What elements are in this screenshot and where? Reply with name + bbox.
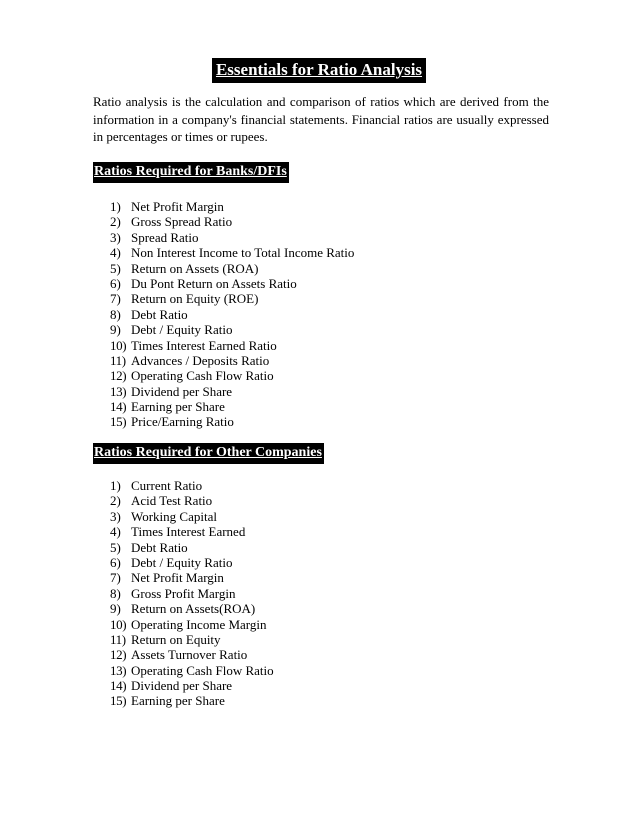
list-item-number: 12) — [110, 647, 127, 663]
list-item-label: Dividend per Share — [131, 678, 233, 694]
list-item — [110, 509, 274, 524]
list-item-label: Working Capital — [131, 508, 217, 524]
list-item-label: Times Interest Earned Ratio — [131, 337, 277, 353]
list-item-number: 3) — [110, 229, 121, 245]
list-item-label: Acid Test Ratio — [131, 493, 213, 509]
list-item — [110, 693, 274, 708]
list-item — [110, 601, 274, 616]
list-item-number: 3) — [110, 508, 121, 524]
list-item — [110, 353, 354, 368]
list-item — [110, 199, 354, 214]
list-item-number: 5) — [110, 260, 121, 276]
list-item-number: 1) — [110, 478, 121, 493]
list-item — [110, 678, 274, 693]
list-item — [110, 322, 354, 337]
list-item-number: 1) — [110, 199, 121, 214]
list-item — [110, 663, 274, 678]
list-item-number: 7) — [110, 570, 121, 586]
list-item-number: 8) — [110, 585, 121, 601]
list-item — [110, 555, 274, 570]
list-item — [110, 647, 274, 662]
list-item-label: Gross Spread Ratio — [131, 214, 233, 230]
list-item-label: Operating Cash Flow Ratio — [131, 662, 274, 678]
list-item-label: Operating Cash Flow Ratio — [131, 368, 274, 384]
list-item — [110, 307, 354, 322]
list-item-label: Net Profit Margin — [131, 570, 224, 586]
list-item-number: 14) — [110, 399, 127, 415]
document-title: Essentials for Ratio Analysis — [212, 58, 426, 83]
list-item-label: Return on Equity — [131, 631, 221, 647]
list-item-number: 13) — [110, 383, 127, 399]
list-item-label: Non Interest Income to Total Income Ratio — [131, 245, 355, 261]
list-item-number: 12) — [110, 368, 127, 384]
list-item-label: Debt / Equity Ratio — [131, 554, 233, 570]
list-item-label: Spread Ratio — [131, 229, 199, 245]
list-item — [110, 230, 354, 245]
list-item-number: 2) — [110, 214, 121, 230]
list-item — [110, 214, 354, 229]
list-item — [110, 276, 354, 291]
list-item-label: Debt / Equity Ratio — [131, 322, 233, 338]
section-heading-banks: Ratios Required for Banks/DFIs — [93, 162, 289, 183]
list-item — [110, 291, 354, 306]
list-item-label: Return on Assets (ROA) — [131, 260, 259, 276]
list-item-number: 6) — [110, 275, 121, 291]
list-item-number: 15) — [110, 693, 127, 709]
list-item — [110, 570, 274, 585]
list-item-number: 8) — [110, 306, 121, 322]
list-item-label: Times Interest Earned — [131, 524, 246, 540]
list-item-label: Net Profit Margin — [131, 199, 224, 214]
list-item — [110, 540, 274, 555]
list-item-number: 10) — [110, 337, 127, 353]
list-item-label: Operating Income Margin — [131, 616, 267, 632]
list-item — [110, 632, 274, 647]
list-item-number: 9) — [110, 322, 121, 338]
list-item-label: Debt Ratio — [131, 539, 188, 555]
list-item-number: 11) — [110, 631, 126, 647]
ratio-list-banks — [110, 199, 354, 430]
list-item-label: Du Pont Return on Assets Ratio — [131, 275, 297, 291]
ratio-list-other-companies — [110, 478, 274, 709]
list-item-number: 10) — [110, 616, 127, 632]
list-item — [110, 478, 274, 493]
list-item-number: 14) — [110, 678, 127, 694]
list-item — [110, 399, 354, 414]
list-item — [110, 261, 354, 276]
list-item — [110, 524, 274, 539]
list-item-label: Gross Profit Margin — [131, 585, 236, 601]
list-item — [110, 586, 274, 601]
list-item-number: 13) — [110, 662, 127, 678]
list-item-label: Dividend per Share — [131, 383, 233, 399]
list-item-label: Debt Ratio — [131, 306, 188, 322]
title-wrapper — [0, 58, 638, 83]
list-item — [110, 414, 354, 429]
intro-paragraph: Ratio analysis is the calculation and comparison of ratios which are derived from the information in a company's financial statements. Financial ratios are usually expressed in percentages or times or rupees. — [93, 94, 549, 144]
list-item-label: Return on Assets(ROA) — [131, 601, 256, 617]
list-item-number: 4) — [110, 524, 121, 540]
list-item-number: 2) — [110, 493, 121, 509]
list-item-number: 5) — [110, 539, 121, 555]
list-item-label: Return on Equity (ROE) — [131, 291, 259, 307]
section-heading-other-companies: Ratios Required for Other Companies — [93, 443, 324, 464]
list-item-number: 9) — [110, 601, 121, 617]
list-item-label: Current Ratio — [131, 478, 203, 493]
list-item — [110, 368, 354, 383]
list-item-label: Assets Turnover Ratio — [131, 647, 248, 663]
list-item — [110, 493, 274, 508]
list-item-number: 6) — [110, 554, 121, 570]
list-item-label: Earning per Share — [131, 399, 225, 415]
list-item-number: 15) — [110, 414, 127, 430]
list-item — [110, 245, 354, 260]
list-item-number: 11) — [110, 352, 126, 368]
list-item-number: 4) — [110, 245, 121, 261]
list-item — [110, 338, 354, 353]
list-item-label: Advances / Deposits Ratio — [131, 352, 270, 368]
list-item — [110, 617, 274, 632]
list-item-number: 7) — [110, 291, 121, 307]
list-item — [110, 384, 354, 399]
list-item-label: Price/Earning Ratio — [131, 414, 234, 430]
list-item-label: Earning per Share — [131, 693, 225, 709]
